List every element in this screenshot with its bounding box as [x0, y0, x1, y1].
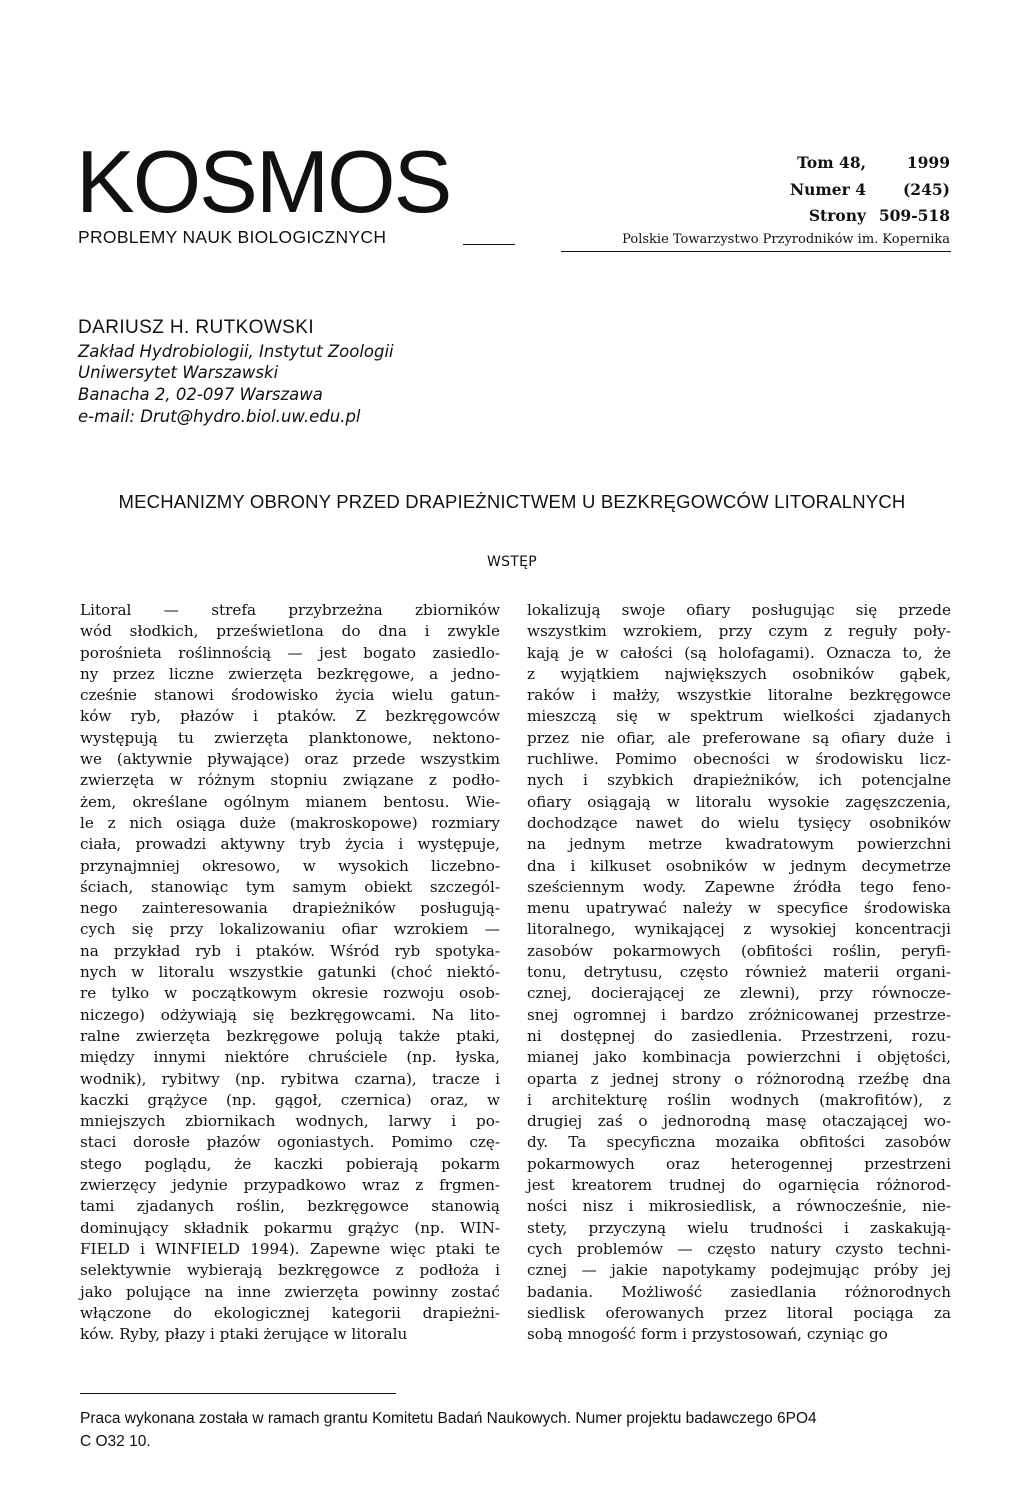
- body-text-line: sobą mnogość form i przystosowań, czyniąc go: [527, 1325, 888, 1344]
- body-text-line: nego zainteresowania drapieżników posługują-: [80, 899, 500, 918]
- affiliation-line: Uniwersytet Warszawski: [78, 363, 279, 382]
- body-text-line: występują tu zwierzęta planktonowe, nektono-: [80, 728, 500, 747]
- body-text-line: nych i szybkich drapieżników, ich potencjalne: [527, 771, 951, 790]
- affiliation-line: Banacha 2, 02-097 Warszawa: [78, 385, 323, 404]
- body-text-line: raków i małży, wszystkie litoralne bezkręgowce: [527, 686, 951, 705]
- body-column-left: [80, 600, 500, 1345]
- body-text-line: ków. Ryby, płazy i ptaki żerujące w litoralu: [80, 1325, 408, 1344]
- body-text-line: Litoral — strefa przybrzeżna zbiorników: [80, 601, 500, 619]
- section-heading: WSTĘP: [486, 554, 538, 570]
- body-text-line: ni dostępnej do zasiedlenia. Przestrzeni, rozu-: [527, 1026, 951, 1045]
- body-text-line: żem, określane ogólnym mianem bentosu. Wie-: [80, 792, 500, 811]
- body-text-line: re tylko w początkowym okresie rozwoju osob-: [80, 984, 500, 1003]
- body-text-line: dominujący składnik pokarmu grążyc (np. WIN-: [80, 1218, 500, 1237]
- body-text-line: siedlisk oferowanych przez litoral pociąga za: [527, 1303, 951, 1322]
- body-text-line: nych w litoralu wszystkie gatunki (choć niektó-: [80, 963, 500, 982]
- body-text-line: sześciennym wody. Zapewne źródła tego feno-: [527, 877, 951, 896]
- body-text-line: tonu, detrytusu, często również materii organi-: [527, 963, 951, 982]
- pages-value: 509-518: [878, 206, 950, 225]
- body-text-line: staci dorosłe płazów ogoniastych. Pomimo czę-: [80, 1133, 500, 1152]
- body-text-line: wodnik), rybitwy (np. rybitwa czarna), tracze i: [80, 1069, 500, 1088]
- body-text-line: wód słodkich, prześwietlona do dna i zwykle: [80, 622, 500, 641]
- body-text-line: cznej, docierającej ze zlewni), przy równocze-: [527, 984, 951, 1003]
- volume-label: Tom 48,: [797, 153, 866, 172]
- body-text-line: zwierzęta w różnym stopniu związane z podło-: [80, 771, 500, 790]
- body-text-line: badania. Możliwość zasiedlania różnorodnych: [527, 1282, 951, 1301]
- body-text-line: ków ryb, płazów i ptaków. Z bezkręgowców: [80, 707, 500, 726]
- body-text-line: mianej jako kombinacja powierzchni i objętości,: [527, 1048, 951, 1067]
- body-text-line: kają je w całości (są holofagami). Oznacza to, że: [527, 643, 951, 662]
- body-column-right: [527, 600, 951, 1345]
- body-text-line: z wyjątkiem największych osobników gąbek,: [527, 664, 951, 683]
- article-title: MECHANIZMY OBRONY PRZED DRAPIEŻNICTWEM U BEZKRĘGOWCÓW LITORALNYCH: [118, 491, 906, 512]
- affiliation-line: Zakład Hydrobiologii, Instytut Zoologii: [78, 342, 394, 361]
- body-text-line: ralne zwierzęta bezkręgowe polują także ptaki,: [80, 1026, 500, 1045]
- body-text-line: dna i kilkuset osobników w jednym decymetrze: [527, 856, 951, 875]
- volume-value: 1999: [906, 153, 950, 172]
- author-email: e-mail: Drut@hydro.biol.uw.edu.pl: [78, 407, 361, 426]
- masthead-rule-right: [561, 251, 951, 252]
- journal-title: KOSMOS: [76, 132, 451, 231]
- body-text-line: selektywnie wybierają bezkręgowce z podłoża i: [80, 1261, 500, 1280]
- footnote-rule: [80, 1393, 396, 1394]
- body-text-line: dochodzące nawet do wielu tysięcy osobników: [527, 813, 951, 832]
- pages-label: Strony: [808, 206, 866, 225]
- body-text-line: dy. Ta specyficzna mozaika obfitości zasobów: [527, 1133, 951, 1152]
- body-text-line: zwierzęcy jedynie przypadkowo wraz z frgmen-: [80, 1176, 500, 1195]
- body-text-line: FIELD i WINFIELD 1994). Zapewne więc ptaki te: [80, 1239, 500, 1258]
- body-text-line: wszystkim wzrokiem, przy czym z reguły poły-: [527, 622, 951, 641]
- body-text-line: na jednym metrze kwadratowym powierzchni: [527, 835, 951, 854]
- body-text-line: przez nie ofiar, ale preferowane są ofiary duże i: [527, 728, 951, 747]
- body-text-line: lokalizują swoje ofiary posługując się przede: [527, 601, 951, 619]
- body-text-line: mniejszych zbiornikach wodnych, larwy i po-: [80, 1112, 500, 1131]
- issue-pages: [809, 208, 950, 224]
- issue-number: [790, 182, 950, 198]
- body-text-line: ności nisz i mikrosiedlisk, a równocześnie, nie-: [527, 1197, 951, 1216]
- masthead-rule-left: [463, 244, 515, 245]
- body-text-line: mieszczą się w spektrum wielkości zjadanych: [527, 707, 951, 726]
- body-text-line: i architekturę roślin wodnych (makrofitów), z: [527, 1090, 951, 1109]
- body-text-line: cznej — jakie napotykamy podejmując próby jej: [527, 1261, 951, 1280]
- footnote-line: Praca wykonana została w ramach grantu Komitetu Badań Naukowych. Numer projektu badawczego 6PO4: [80, 1410, 817, 1427]
- number-value: (245): [902, 180, 950, 199]
- issue-volume: [797, 155, 950, 171]
- number-label: Numer 4: [789, 180, 866, 199]
- body-text-line: drugiej zaś o jednorodną masę otaczającej wo-: [527, 1112, 951, 1131]
- author-name: DARIUSZ H. RUTKOWSKI: [78, 317, 315, 338]
- body-text-line: zasobów pokarmowych (obfitości roślin, peryfi-: [527, 941, 951, 960]
- body-text-line: cych się przy lokalizowaniu ofiar wzrokiem —: [80, 920, 500, 939]
- body-text-line: kaczki grążyce (np. gągoł, czernica) oraz, w: [80, 1090, 500, 1109]
- journal-subtitle: PROBLEMY NAUK BIOLOGICZNYCH: [78, 227, 387, 247]
- body-text-line: stego poglądu, że kaczki pobierają pokarm: [80, 1154, 500, 1173]
- body-text-line: ściach, stanowiąc tym samym obiekt szczegól-: [80, 877, 500, 896]
- body-text-line: we (aktywnie pływające) oraz przede wszystkim: [80, 750, 500, 769]
- body-text-line: oparta z jednej strony o różnorodną rzeźbę dna: [527, 1069, 951, 1088]
- body-text-line: cześnie stanowi środowisko życia wielu gatun-: [80, 686, 500, 705]
- body-text-line: litoralnego, wynikającej z wysokiej koncentracji: [527, 920, 951, 939]
- footnote-line: C O32 10.: [80, 1433, 151, 1450]
- body-text-line: jako polujące na inne zwierzęta powinny zostać: [80, 1282, 500, 1301]
- body-text-line: tami zjadanych roślin, bezkręgowce stanowią: [80, 1197, 500, 1216]
- body-text-line: między innymi niektóre chruściele (np. łyska,: [80, 1048, 500, 1067]
- body-text-line: stety, przyczyną wielu trudności i zaskakują-: [527, 1218, 951, 1237]
- body-text-line: jest kreatorem trudnej do ogarnięcia różnorod-: [527, 1176, 951, 1195]
- body-text-line: pokarmowych oraz heterogennej przestrzeni: [527, 1154, 951, 1173]
- body-text-line: przynajmniej okresowo, w wysokich liczebno-: [80, 856, 500, 875]
- body-text-line: menu upatrywać należy w specyfice środowiska: [527, 899, 951, 918]
- society-name: Polskie Towarzystwo Przyrodników im. Kopernika: [622, 232, 950, 247]
- body-text-line: le z nich osiąga duże (makroskopowe) rozmiary: [80, 813, 500, 832]
- body-text-line: snej ogromnej i bardzo zróżnicowanej przestrze-: [527, 1005, 951, 1024]
- body-text-line: ny przez liczne zwierzęta bezkręgowe, a jedno-: [80, 664, 500, 683]
- body-text-line: ciała, prowadzi aktywny tryb życia i występuje,: [80, 835, 500, 854]
- body-text-line: niczego) odżywiają się bezkręgowcami. Na lito-: [80, 1005, 500, 1024]
- body-text-line: ruchliwe. Pomimo obecności w środowisku licz-: [527, 750, 951, 769]
- body-text-line: włączone do ekologicznej kategorii drapieżni-: [80, 1303, 500, 1322]
- body-text-line: cych problemów — często natury czysto techni-: [527, 1239, 951, 1258]
- body-text-line: ofiary osiągają w litoralu wysokie zagęszczenia,: [527, 792, 951, 811]
- body-text-line: porośnieta roślinnością — jest bogato zasiedlo-: [80, 643, 500, 662]
- body-text-line: na przykład ryb i ptaków. Wśród ryb spotyka-: [80, 941, 500, 960]
